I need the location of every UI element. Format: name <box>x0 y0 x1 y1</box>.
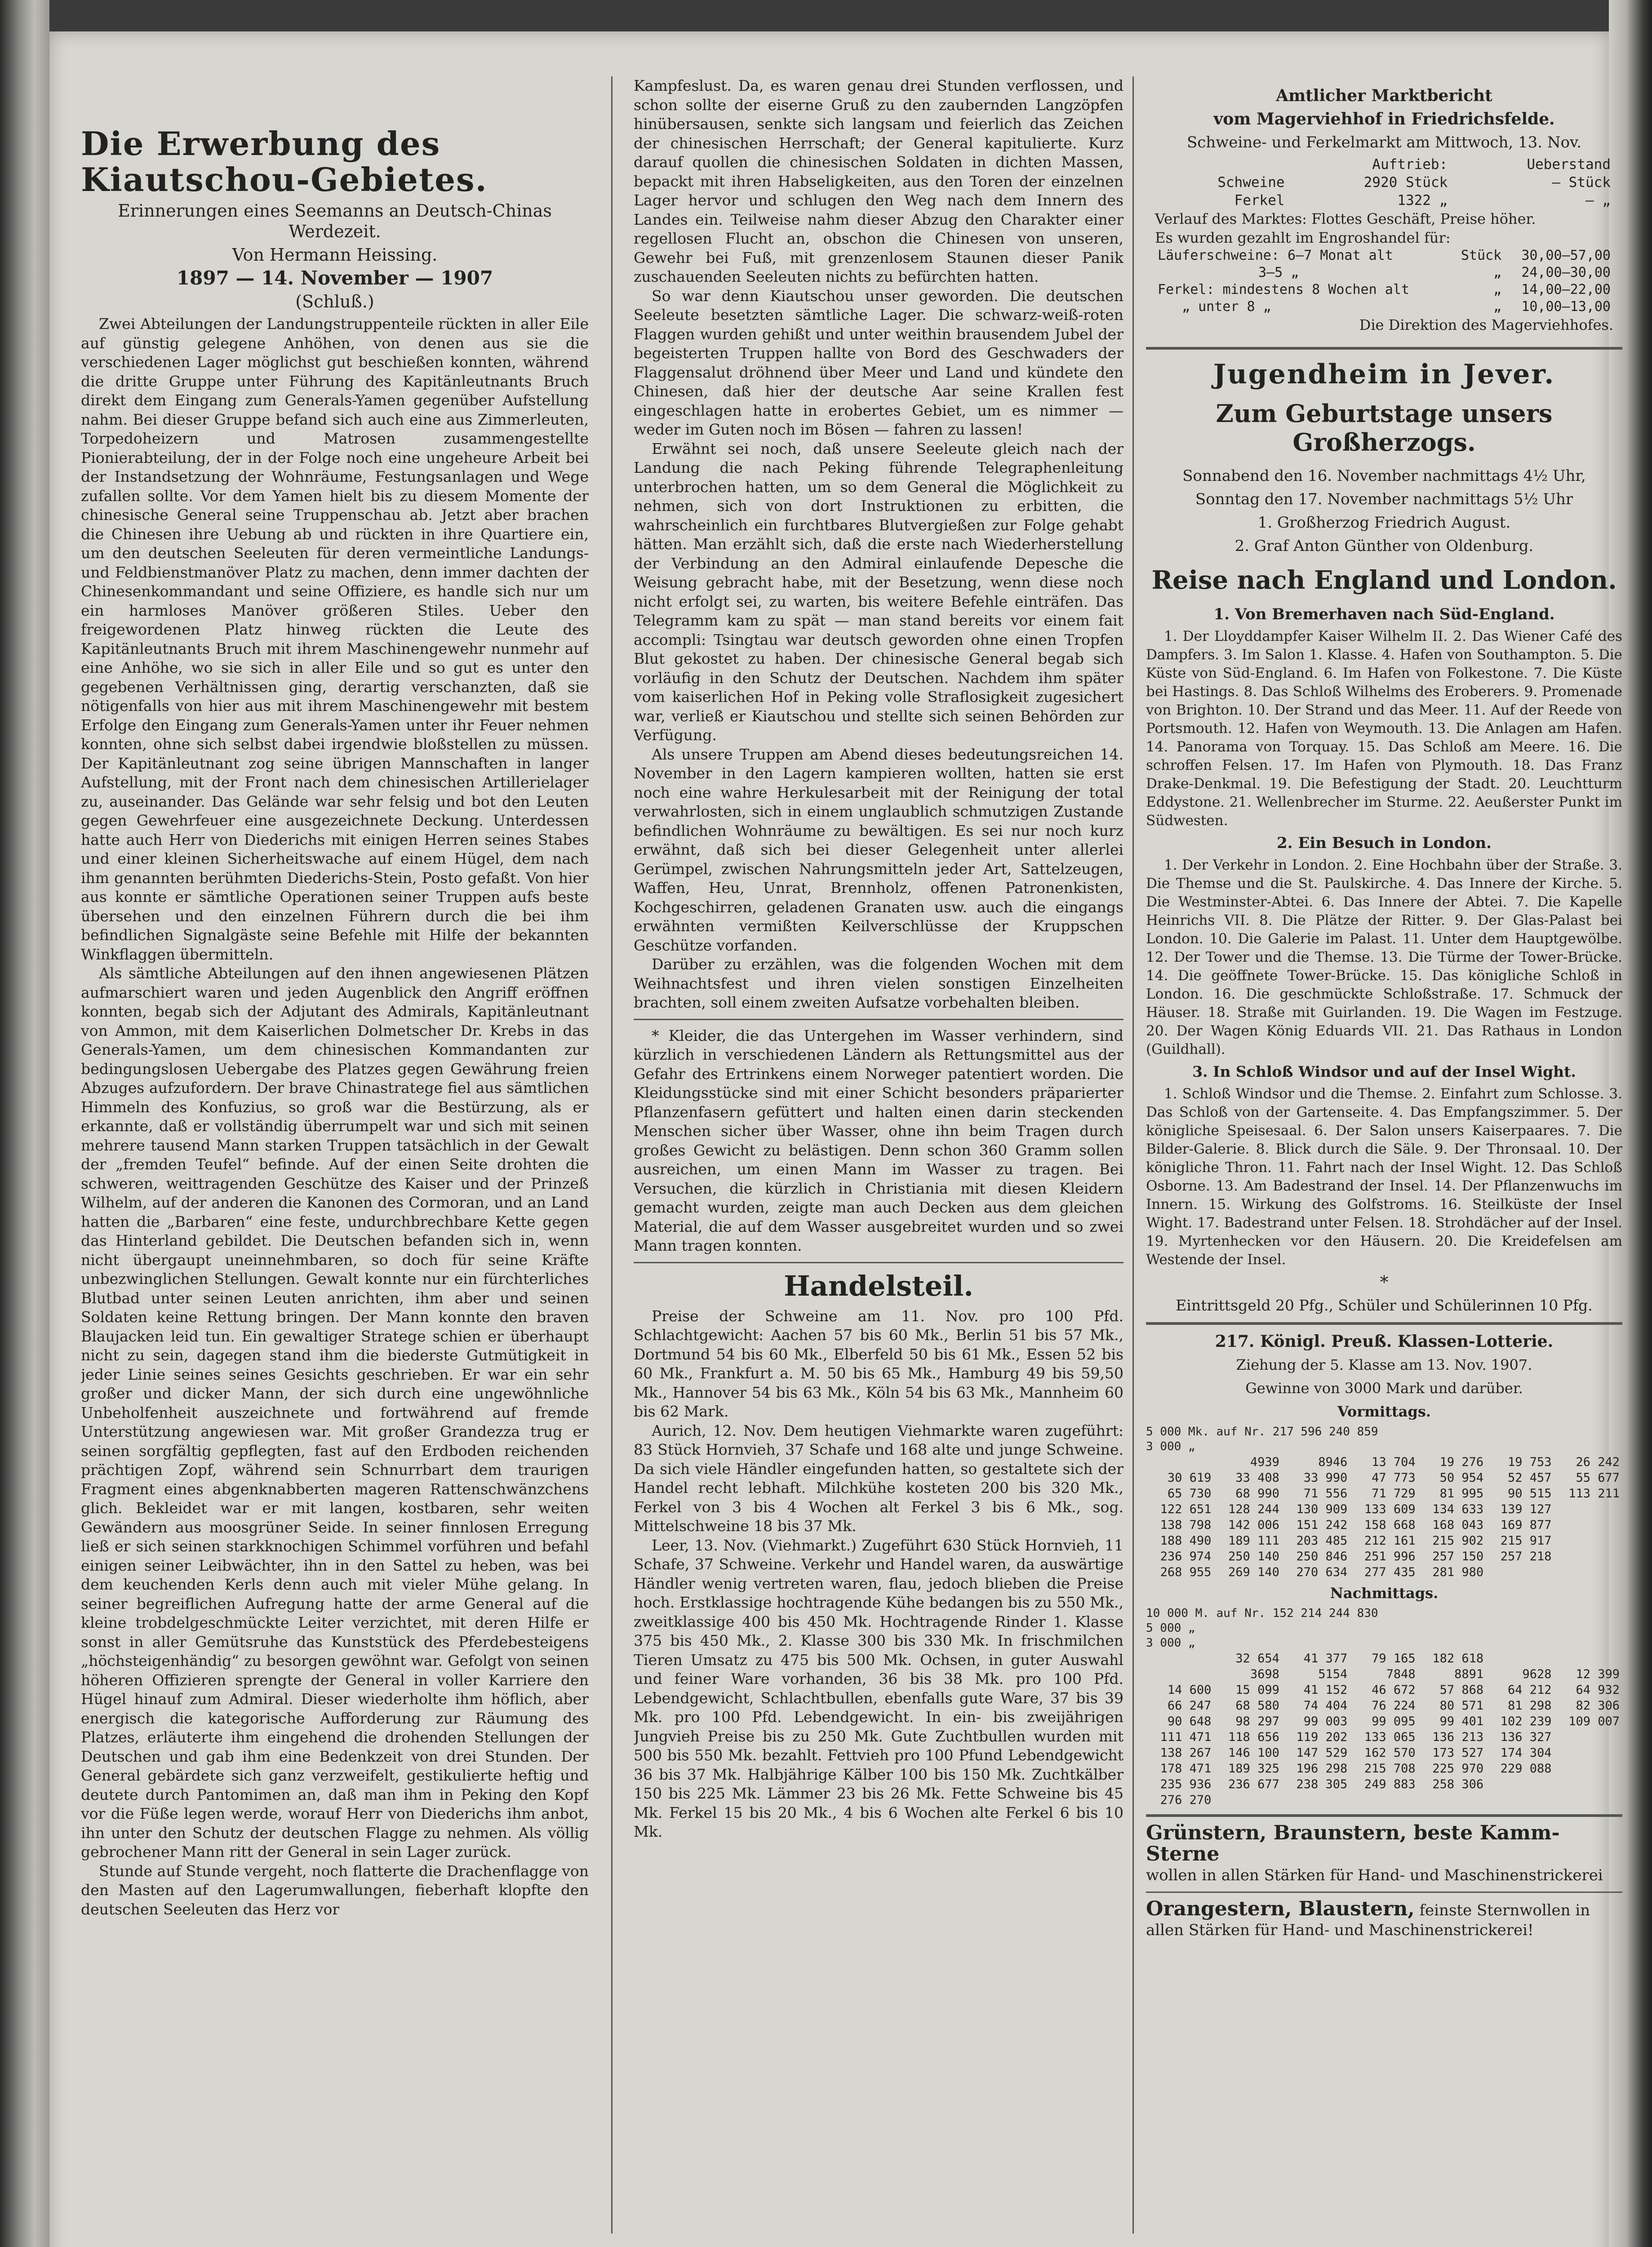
table-cell: Schweine <box>1217 174 1285 191</box>
markt-title-2: vom Magerviehhof in Friedrichsfelde. <box>1213 110 1555 129</box>
paragraph: 1. Schloß Windsor und die Themse. 2. Einfahrt zum Schlosse. 3. Das Schloß von der Gartenseite. 4. Das Empfangszimmer. 5. Der königliche Speisesaal. 6. Der Salon unsers Kaiserpaares. 7. Die Bilder-Galerie. 8. Blick durch die Säle. 9. Der Thronsaal. 10. Der königliche Thron. 11. Fahrt nach der Insel Wight. 12. Das Schloß Osborne. 13. Am Badestrand der Insel. 14. Der Pflanzenwuchs im Innern. 15. Wirkung des Golfstroms. 16. Steilküste der Insel Wight. 17. Badestrand unter Felsen. 18. Strohdächer auf der Insel. 19. Myrtenhecken vor den Häusern. 20. Die Kreidefelsen am Westende der Insel. <box>1146 1086 1622 1268</box>
table-cell <box>1282 1792 1350 1808</box>
table-cell: 71 556 <box>1303 1487 1348 1501</box>
table-cell: 32 654 <box>1235 1652 1279 1665</box>
table-cell: 215 917 <box>1500 1534 1552 1548</box>
paragraph: Erwähnt sei noch, daß unsere Seeleute gleich nach der Landung die nach Peking führende Telegraphenleitung unterbrochen hatten, um so dem General die Möglichkeit zu nehmen, sich von dort Instruktionen zu erbitten, die wahrscheinlich ein furchtbares Blutvergießen zur Folge gehabt hätten. Man erzählt sich, daß die erste nach Wiederherstellung der Verbindung an den Admiral einlaufende Depesche die Weisung gebracht habe, mit der Besetzung, wenn diese noch nicht erfolgt sei, zu warten, bis weitere Befehle einträfen. Das Telegramm kam zu spät — man stand bereits vor einem fait accompli: Tsingtau war deutsch geworden ohne einen Tropfen Blut gekostet zu haben. Der chinesische General begab sich vorläufig in den Schutz der Deutschen. Nachdem ihm später vom kaiserlichen Hof in Peking volle Straflosigkeit zugesichert war, verließ er Kiautschou und stellte sich seinen Behörden zur Verfügung. <box>634 440 1124 744</box>
table-cell: 268 955 <box>1160 1565 1212 1579</box>
column-2 <box>634 76 1124 1842</box>
table-cell: 30 619 <box>1167 1471 1212 1485</box>
table-cell: 257 150 <box>1432 1550 1484 1563</box>
table-cell: 236 974 <box>1160 1550 1212 1563</box>
table-cell: 41 377 <box>1303 1652 1348 1665</box>
table-cell: 158 668 <box>1364 1518 1416 1532</box>
divider <box>1146 1814 1622 1817</box>
markt-title-1: Amtlicher Marktbericht <box>1276 86 1492 105</box>
table-cell: 168 043 <box>1432 1518 1484 1532</box>
table-header: Ueberstand <box>1527 156 1611 173</box>
table-row <box>1146 1761 1622 1776</box>
paragraph: So war denn Kiautschou unser geworden. Die deutschen Seeleute besetzten sämtliche Lager. Die schwarz-weiß-roten Flaggen wurden gehißt und unter weithin brausendem Jubel der begeisterten Truppen hallte von Bord des Geschwaders der Flaggensalut dröhnend über Meer und Land und kündete den Chinesen, daß hier der deutsche Aar seine Krallen fest eingeschlagen hatte in erobertes Gebiet, um es nimmer — weder im Guten noch im Bösen — fahren zu lassen! <box>634 287 1124 438</box>
article-dates: 1897 — 14. November — 1907 <box>176 267 493 289</box>
kleider-notice <box>634 1026 1124 1256</box>
paragraph: Als unsere Truppen am Abend dieses bedeutungsreichen 14. November in den Lagern kampieren wollten, hatten sie erst noch eine wahre Herkulesarbeit mit der Reinigung der total verwahrlosten, sich in einem unglaublich schmutzigen Zustande befindlichen Wohnräume zu bewältigen. Es sei nur noch kurz erwähnt, daß sich bei dieser Gelegenheit unter allerlei Gerümpel, zwischen Nahrungsmitteln jeder Art, Sattelzeugen, Waffen, Heu, Unrat, Brennholz, offenen Patronenkisten, Kochgeschirren, geladenen Granaten usw. auch die eingangs erwähnten vermißten Keilverschlüsse der Kruppschen Geschütze vorfanden. <box>634 745 1124 954</box>
table-cell: 3698 <box>1250 1667 1279 1681</box>
handel-title: Handelsteil. <box>784 1269 973 1302</box>
table-cell: Stück <box>1461 248 1502 263</box>
table-row <box>1155 173 1613 191</box>
table-cell: 33 408 <box>1235 1471 1279 1485</box>
column-1 <box>81 76 589 1919</box>
table-cell: 24,00—30,00 <box>1521 265 1611 280</box>
table-cell: 64 212 <box>1507 1683 1552 1697</box>
paragraph: Darüber zu erzählen, was die folgenden Wochen mit dem Weihnachtsfest und ihren vielen sonstigen Einzelheiten brachten, soll einem zweiten Aufsatze vorbehalten bleiben. <box>634 955 1124 1011</box>
table-cell: 178 471 <box>1160 1762 1212 1776</box>
table-row <box>1146 1776 1622 1792</box>
table-cell: 270 634 <box>1296 1565 1348 1579</box>
column-3 <box>1146 76 1622 1945</box>
reise-title: Reise nach England und London. <box>1151 565 1617 595</box>
section-heading: 3. In Schloß Windsor und auf der Insel Wight. <box>1192 1063 1576 1080</box>
table-cell: 212 161 <box>1364 1534 1416 1548</box>
table-cell: 80 571 <box>1439 1699 1484 1713</box>
list-item: 1. Großherzog Friedrich August. <box>1257 514 1511 532</box>
jugendheim-headline: Zum Geburtstage unsers Großherzogs. <box>1216 399 1553 457</box>
paragraph: Kampfeslust. Da, es waren genau drei Stunden verflossen, und schon sollte der eiserne Gruß zu den zaubernden Langzöpfen hinübersausen, senkte sich langsam und feierlich das Zeichen der chinesischen Herrschaft; der General kapitulierte. Kurz darauf quollen die chinesischen Soldaten in dichten Massen, bepackt mit ihren Habseligkeiten, aus den Toren der einzelnen Lager hervor und schlugen den Weg nach dem Innern des Landes ein. Teilweise nahm dieser Abzug den Charakter einer regellosen Flucht an, obschon die Chinesen von unseren, Gewehr bei Fuß, mit grenzenlosem Staunen dieser Panik zuschauenden Seeleuten nichts zu befürchten hatten. <box>634 77 1124 285</box>
table-cell <box>1486 1564 1554 1580</box>
markt-price-table <box>1155 247 1613 315</box>
lotterie-line: 5 000 „ <box>1146 1621 1195 1635</box>
table-cell: 102 239 <box>1500 1714 1552 1728</box>
table-cell: 30,00—57,00 <box>1521 248 1611 263</box>
table-cell <box>1350 1792 1418 1808</box>
lotterie-nm-table <box>1146 1651 1622 1808</box>
table-cell <box>1146 1651 1214 1666</box>
section-text <box>1146 1085 1622 1269</box>
table-cell: 46 672 <box>1372 1683 1416 1697</box>
table-cell: 119 202 <box>1296 1730 1348 1744</box>
section-heading: 1. Von Bremerhaven nach Süd-England. <box>1213 605 1555 623</box>
table-cell: 12 399 <box>1576 1667 1620 1681</box>
table-cell: 128 244 <box>1228 1502 1279 1516</box>
table-cell: 19 753 <box>1507 1455 1552 1469</box>
lotterie-vormittags: Vormittags. <box>1337 1403 1431 1420</box>
table-row <box>1155 298 1613 315</box>
paragraph: 1. Der Lloyddampfer Kaiser Wilhelm II. 2. Das Wiener Café des Dampfers. 3. Im Salon 1. Klasse. 4. Hafen von Southampton. 5. Die Küste von Süd-England. 6. Im Hafen von Folkestone. 7. Die Küste bei Hastings. 8. Das Schloß Wilhelms des Eroberers. 9. Promenade von Brighton. 10. Der Strand und das Meer. 11. Auf der Reede von Portsmouth. 12. Hafen von Weymouth. 13. Die Anlagen am Hafen. 14. Panorama von Torquay. 15. Das Schloß am Meere. 16. Die schroffen Felsen. 17. Im Hafen von Plymouth. 18. Das Franz Drake-Denkmal. 19. Die Befestigung der Stadt. 20. Leuchtturm Eddystone. 21. Wellenbrecher im Sturme. 22. Aeußerster Punkt im Südwesten. <box>1146 628 1622 829</box>
table-cell: 250 140 <box>1228 1550 1279 1563</box>
table-cell: 79 165 <box>1372 1652 1416 1665</box>
table-cell: „ <box>1493 282 1502 298</box>
table-cell: 215 902 <box>1432 1534 1484 1548</box>
table-row <box>1146 1470 1622 1486</box>
table-cell: 189 111 <box>1228 1534 1279 1548</box>
table-cell: 82 306 <box>1576 1699 1620 1713</box>
article-title: Die Erwerbung des Kiautschou-Gebietes. <box>81 124 488 199</box>
table-cell: 257 218 <box>1500 1550 1552 1563</box>
table-row <box>1146 1745 1622 1761</box>
table-cell: 26 242 <box>1576 1455 1620 1469</box>
table-cell: 90 648 <box>1167 1714 1212 1728</box>
lotterie-vm-table <box>1146 1454 1622 1580</box>
table-cell: 99 003 <box>1303 1714 1348 1728</box>
table-row <box>1155 247 1613 264</box>
markt-table <box>1155 155 1613 209</box>
table-cell: 118 656 <box>1228 1730 1279 1744</box>
table-cell: 14 600 <box>1167 1683 1212 1697</box>
table-row <box>1146 1501 1622 1517</box>
table-cell: 229 088 <box>1500 1762 1552 1776</box>
table-cell: 138 267 <box>1160 1746 1212 1760</box>
table-cell: „ unter 8 „ <box>1182 299 1271 315</box>
table-cell: 277 435 <box>1364 1565 1416 1579</box>
table-cell: Ferkel: mindestens 8 Wochen alt <box>1158 282 1409 298</box>
wool-ad-2 <box>1146 1899 1622 1940</box>
table-cell: 9628 <box>1522 1667 1552 1681</box>
markt-verlauf: Verlauf des Marktes: Flottes Geschäft, Preise höher. <box>1155 210 1536 227</box>
table-cell: 52 457 <box>1507 1471 1552 1485</box>
divider <box>634 1262 1124 1263</box>
table-cell: 182 618 <box>1432 1652 1484 1665</box>
table-cell: 65 730 <box>1167 1487 1212 1501</box>
divider <box>1146 1322 1622 1325</box>
table-row <box>1146 1564 1622 1580</box>
article-body-col1 <box>81 315 589 1919</box>
table-cell: 189 325 <box>1228 1762 1279 1776</box>
table-cell: 258 306 <box>1432 1777 1484 1791</box>
table-cell: 4939 <box>1250 1455 1279 1469</box>
divider <box>1146 1892 1622 1893</box>
table-cell: 281 980 <box>1432 1565 1484 1579</box>
table-cell: 19 276 <box>1439 1455 1484 1469</box>
table-cell: 136 213 <box>1432 1730 1484 1744</box>
table-cell: 250 846 <box>1296 1550 1348 1563</box>
table-header-row <box>1155 155 1613 173</box>
star-separator: * <box>1380 1272 1389 1292</box>
jugendheim-line2: Sonntag den 17. November nachmittags 5½ Uhr <box>1195 490 1573 508</box>
table-cell: 2920 Stück <box>1363 174 1448 191</box>
table-cell: 169 877 <box>1500 1518 1552 1532</box>
table-cell <box>1214 1792 1282 1808</box>
table-row <box>1146 1792 1622 1808</box>
jugendheim-line1: Sonnabend den 16. November nachmittags 4½ Uhr, <box>1182 467 1586 485</box>
table-cell: 74 404 <box>1303 1699 1348 1713</box>
table-row <box>1146 1517 1622 1533</box>
scan-left-edge <box>0 0 49 2247</box>
divider <box>1146 347 1622 350</box>
table-cell: 269 140 <box>1228 1565 1279 1579</box>
table-cell: 90 515 <box>1507 1487 1552 1501</box>
lotterie-title: 217. Königl. Preuß. Klassen-Lotterie. <box>1215 1332 1554 1351</box>
table-cell: 249 883 <box>1364 1777 1416 1791</box>
table-cell: 98 297 <box>1235 1714 1279 1728</box>
table-row <box>1146 1486 1622 1501</box>
lotterie-vm-header <box>1146 1425 1622 1454</box>
table-row <box>1146 1682 1622 1698</box>
table-cell <box>1146 1666 1214 1682</box>
table-cell <box>1418 1792 1486 1808</box>
table-cell: 225 970 <box>1432 1762 1484 1776</box>
table-cell: 1322 „ <box>1397 192 1448 209</box>
table-cell: 173 527 <box>1432 1746 1484 1760</box>
table-cell: Ferkel <box>1234 192 1285 209</box>
table-row <box>1146 1666 1622 1682</box>
table-cell: 81 995 <box>1439 1487 1484 1501</box>
ad-headline: Grünstern, Braunstern, beste Kamm-Sterne <box>1146 1821 1560 1865</box>
table-cell <box>1486 1792 1554 1808</box>
table-cell: 8946 <box>1318 1455 1348 1469</box>
lotterie-gewinne: Gewinne von 3000 Mark und darüber. <box>1245 1380 1523 1397</box>
table-cell: 142 006 <box>1228 1518 1279 1532</box>
marktbericht <box>1146 76 1622 341</box>
table-cell: — Stück <box>1552 174 1611 191</box>
section-heading: 2. Ein Besuch in London. <box>1277 834 1492 852</box>
paragraph: Leer, 13. Nov. (Viehmarkt.) Zugeführt 630 Stück Hornvieh, 11 Schafe, 37 Schweine. Verkehr und Handel waren, da auswärtige Händler wenig vertreten waren, flau, jedoch blieben die Preise hoch. Erstklassige hochtragende Kühe bedangen bis zu 550 Mk., zweitklassige 400 bis 450 Mk. Hochtragende Rinder 1. Klasse 375 bis 450 Mk., 2. Klasse 300 bis 330 Mk. In frischmilchen Tieren Umsatz zu 475 bis 500 Mk. Ochsen, in guter Auswahl und feiner Ware vorhanden, 36 bis 38 Mk. pro 100 Pfd. Lebendgewicht, Schlachtbullen, ebenfalls gute Ware, 37 bis 39 Mk. pro 100 Pfd. Lebendgewicht. In ein- bis zweijährigen Jungvieh Preise bis zu 250 Mk. Gute Zuchtbullen wurden mit 500 bis 550 Mk. bezahlt. Fettvieh pro 100 Pfund Lebendgewicht 36 bis 37 Mk. Halbjährige Kälber 100 bis 150 Mk. Zuchtkälber 150 bis 225 Mk. Lämmer 23 bis 26 Mk. Fette Schweine bis 45 Mk. Ferkel 15 bis 20 Mk., 4 bis 6 Wochen alte Ferkel 6 bis 10 Mk. <box>634 1536 1124 1840</box>
table-cell: 138 798 <box>1160 1518 1212 1532</box>
paragraph: Preise der Schweine am 11. Nov. pro 100 Pfd. Schlachtgewicht: Aachen 57 bis 60 Mk., Berlin 51 bis 57 Mk., Dortmund 54 bis 60 Mk., Elberfeld 50 bis 61 Mk., Essen 52 bis 60 Mk., Frankfurt a. M. 50 bis 65 Mk., Hamburg 49 bis 59,50 Mk., Hannover 54 bis 63 Mk., Köln 54 bis 63 Mk., Mannheim 60 bis 62 Mark. <box>634 1307 1124 1420</box>
list-item: 2. Graf Anton Günther von Oldenburg. <box>1235 537 1534 555</box>
table-cell: 76 224 <box>1372 1699 1416 1713</box>
table-row <box>1155 281 1613 298</box>
table-cell: 134 633 <box>1432 1502 1484 1516</box>
table-cell: 13 704 <box>1372 1455 1416 1469</box>
markt-subtitle: Schweine- und Ferkelmarkt am Mittwoch, 13. Nov. <box>1186 133 1582 151</box>
table-cell: 50 954 <box>1439 1471 1484 1485</box>
table-cell: 55 677 <box>1576 1471 1620 1485</box>
table-cell: 47 773 <box>1372 1471 1416 1485</box>
table-cell: 133 065 <box>1364 1730 1416 1744</box>
table-cell: 99 095 <box>1372 1714 1416 1728</box>
table-cell: 188 490 <box>1160 1534 1212 1548</box>
paragraph: Stunde auf Stunde vergeht, noch flatterte die Drachenflagge von den Masten auf den Lagerumwallungen, fieberhaft klopfte den deutschen Seeleuten das Herz vor <box>81 1862 589 1918</box>
table-cell: 5154 <box>1318 1667 1348 1681</box>
markt-gezahlt: Es wurden gezahlt im Engroshandel für: <box>1155 229 1451 246</box>
table-cell: 151 242 <box>1296 1518 1348 1532</box>
table-cell: 133 609 <box>1364 1502 1416 1516</box>
lotterie-line: 5 000 Mk. auf Nr. 217 596 240 859 <box>1146 1425 1378 1439</box>
wool-ad-1 <box>1146 1823 1622 1885</box>
eintritt-text: Eintrittsgeld 20 Pfg., Schüler und Schülerinnen 10 Pfg. <box>1176 1297 1593 1314</box>
table-cell: 3—5 „ <box>1258 265 1299 280</box>
table-cell: 81 298 <box>1507 1699 1552 1713</box>
table-cell: 71 729 <box>1372 1487 1416 1501</box>
table-cell: 41 152 <box>1303 1683 1348 1697</box>
table-cell: 15 099 <box>1235 1683 1279 1697</box>
table-cell: 235 936 <box>1160 1777 1212 1791</box>
table-header: Auftrieb: <box>1372 156 1448 173</box>
lotterie-nm-header <box>1146 1606 1622 1651</box>
table-cell: 64 932 <box>1576 1683 1620 1697</box>
table-cell: 215 708 <box>1364 1762 1416 1776</box>
paragraph: Als sämtliche Abteilungen auf den ihnen angewiesenen Plätzen aufmarschiert waren und jeden Augenblick den Angriff eröffnen konnten, begab sich der Adjutant des Admirals, Kapitänleutnant von Ammon, mit dem Kaiserlichen Dolmetscher Dr. Krebs in das Generals-Yamen, um dem chinesischen Kommandanten zur bedingungslosen Uebergabe des Platzes gegen Gewährung freien Abzuges aufzufordern. Der brave Chinastratege fiel aus sämtlichen Himmeln des Konfuzius, so groß war die Bestürzung, als er erkannte, daß er vollständig überrumpelt war und sich mit seinen mehrere tausend Mann starken Truppen tatsächlich in der Gewalt der „fremden Teufel“ befinde. Auf der einen Seite drohten die schweren, weittragenden Geschütze des Kaiser und der Prinzeß Wilhelm, auf der anderen die Kanonen des Cormoran, und an Land hatten die „Barbaren“ eine feste, undurchbrechbare Kette gegen das Hinterland gebildet. Die Deutschen befanden sich in, wenn nicht übergaupt uneinnehmbaren, so doch für seine Kräfte unbezwinglichen Stellungen. Gewalt konnte nur ein fürchterliches Blutbad unter seinen Leuten anrichten, ihm aber und seinen Soldaten keine Rettung bringen. Der Mann konnte den braven Blaujacken leid tun. Ein gewaltiger Stratege schien er überhaupt nicht zu sein, dagegen stand ihm die biederste Gutmütigkeit in jeder Linie seines seines Gesichts geschrieben. Er war ein sehr großer und dicker Mann, der sich durch eine ungewöhnliche Unbeholfenheit auszeichnete und fortwährend auf fremde Unterstützung angewiesen war. Mit großer Grandezza trug er seinen sorgfältig gepflegten, fast auf den Erdboden reichenden prächtigen Zopf, während sein Schnurrbart dem traurigen Fragment eines abgenknabberten mageren Rattenschwänzchens glich. Bekleidet war er mit langen, kostbaren, sehr weiten Gewändern aus moosgrüner Seide. In seiner finnlosen Erregung ließ er sich seinen starkknochigen Schimmel vorführen und befahl einigen seiner Leibwächter, ihn in den Sattel zu heben, was bei dem keuchenden Kerls denn auch mit vieler Mühe gelang. In seiner begreiflichen Aufregung hatte der arme General auf die kleine trobdelgeschmückte Leiter verzichtet, mit deren Hilfe er sonst in aller Gemütsruhe das Kunststück des Pferdebesteigens „höchsteigenhändig“ zu besorgen gewöhnt war. Gefolgt von seinen höheren Offizieren sprengte der General in voller Karriere den Hügel hinauf zum Admiral. Dieser wiederholte ihm höflich, aber energisch die kategorische Aufforderung zur Räumung des Platzes, erläuterte ihm eingehend die drohenden Stellungen der Deutschen und gab ihm eine Bedenkzeit von drei Stunden. Der General gebärdete sich ganz verzweifelt, gestikulierte heftig und deutete durch Pantomimen an, daß man ihm in Peking den Kopf vor die Füße legen werde, worauf Herr von Diederichs ihm anbot, ihn unter den Schutz der deutschen Flagge zu nehmen. Als völlig gebrochener Mann ritt der General in sein Lager zurück. <box>81 964 589 1861</box>
table-cell: 8891 <box>1454 1667 1484 1681</box>
table-row <box>1146 1533 1622 1549</box>
lotterie-ziehung: Ziehung der 5. Klasse am 13. Nov. 1907. <box>1236 1356 1532 1373</box>
article-body-col2 <box>634 76 1124 1012</box>
table-row <box>1155 264 1613 281</box>
table-cell <box>1486 1651 1554 1666</box>
paragraph: Zwei Abteilungen der Landungstruppenteile rückten in aller Eile auf günstig gelegene Anhöhen, von denen aus sie die verschiedenen Lager möglichst gut beschießen konnten, während die dritte Gruppe unter Führung des Kapitänleutnants Bruch direkt dem Eingang zum Generals-Yamen gegenüber Aufstellung nahm. Bei dieser Gruppe befand sich auch eine aus Zimmerleuten, Torpedoheizern und Matrosen zusammengestellte Pionierabteilung, der in der Folge noch eine ungeheure Arbeit bei der Instandsetzung der Wohnräume, Festungsanlagen und Wege zufallen sollte. Vor dem Yamen hielt bis zu diesem Momente der chinesische General seine Truppenschau ab. Jetzt aber brachen die Chinesen ihre Uebung ab und rückten in ihre Quartiere ein, um den deutschen Seeleuten für deren vermeintliche Landungs- und Feldbienstmanöver Platz zu machen, denn immer dachten der Chinesenkommandant und seine Offiziere, es handle sich nur um ein harmloses Manöver größeren Stiles. Ueber den freigewordenen Platz hinweg rückten die Leute des Kapitänleutnants Bruch mit ihrem Maschinengewehr nunmehr auf eine Anhöhe, wo sie sich in aller Eile und so gut es unter den gegebenen Verhältnissen ging, derartig verschanzten, daß sie nötigenfalls von hier aus mit ihrem Maschinengewehr mit bestem Erfolge den Eingang zum Generals-Yamen unter ihr Feuer nehmen konnten, ohne sich selbst dabei irgendwie bloßstellen zu müssen. Der Kapitänleutnant zog seine übrigen Mannschaften in langer Aufstellung, mit der Front nach dem chinesischen Artillerielager zu, auseinander. Das Gelände war sehr felsig und bot den Leuten gegen Gewehrfeuer eine ausgezeichnete Deckung. Unterdessen hatte auch Herr von Diederichs mit einigen Herren seines Stabes und einer kleinen Sicherheitswache auf einem Hügel, dem nach ihm genannten berühmten Diederichs-Stein, Posto gefaßt. Von hier aus konnte er sämtliche Operationen seiner Truppen aufs beste übersehen und den einzelnen Führern durch die bei ihm befindlichen Signalgäste seine Befehle mit Hilfe der bekannten Winkflaggen übermitteln. <box>81 315 589 963</box>
jugendheim-title: Jugendheim in Jever. <box>1213 359 1555 390</box>
table-cell <box>1554 1651 1622 1666</box>
table-cell: 162 570 <box>1364 1746 1416 1760</box>
paragraph: 1. Der Verkehr in London. 2. Eine Hochbahn über der Straße. 3. Die Themse und die St. Paulskirche. 4. Das Innere der Kirche. 5. Die Westminster-Abtei. 6. Das Innere der Abtei. 7. Die Kapelle Heinrichs VII. 8. Die Plätze der Ritter. 9. Der Glas-Palast bei London. 10. Die Galerie im Palast. 11. Unter dem Hauptgewölbe. 12. Der Tower und die Themse. 13. Die Türme der Tower-Brücke. 14. Die geöffnete Tower-Brücke. 15. Das königliche Schloß in London. 16. Die geschmückte Schloßstraße. 17. Schmuck der Häuser. 18. Straße mit Guirlanden. 19. Die Wagen im Festzuge. 20. Der Wagen König Eduards VII. 21. Das Rathaus in London (Guildhall). <box>1146 857 1622 1057</box>
table-cell: 7848 <box>1386 1667 1416 1681</box>
table-cell: Läuferschweine: 6—7 Monat alt <box>1158 248 1393 263</box>
table-cell <box>1486 1776 1554 1792</box>
table-cell: 196 298 <box>1296 1762 1348 1776</box>
table-row <box>1146 1651 1622 1666</box>
table-cell: 33 990 <box>1303 1471 1348 1485</box>
table-cell: 57 868 <box>1439 1683 1484 1697</box>
lotterie-line: 3 000 „ <box>1146 1440 1195 1453</box>
table-cell: 174 304 <box>1500 1746 1552 1760</box>
table-cell: 122 651 <box>1160 1502 1212 1516</box>
article-subtitle: Erinnerungen eines Seemanns an Deutsch-Chinas Werdezeit. <box>118 201 552 241</box>
table-cell: 236 677 <box>1228 1777 1279 1791</box>
article-author: Von Hermann Heissing. <box>232 245 438 265</box>
table-cell: 99 401 <box>1439 1714 1484 1728</box>
table-cell: 136 327 <box>1500 1730 1552 1744</box>
ad-text: wollen in allen Stärken für Hand- und Maschinenstrickerei <box>1146 1866 1603 1884</box>
table-cell: 68 990 <box>1235 1487 1279 1501</box>
table-cell: 139 127 <box>1500 1502 1552 1516</box>
table-cell: 66 247 <box>1167 1699 1212 1713</box>
table-row <box>1146 1549 1622 1564</box>
table-cell: 147 529 <box>1296 1746 1348 1760</box>
table-cell: 10,00—13,00 <box>1521 299 1611 315</box>
lotterie-nachmittags: Nachmittags. <box>1330 1585 1439 1602</box>
table-cell: „ <box>1493 299 1502 315</box>
table-cell: 111 471 <box>1160 1730 1212 1744</box>
lotterie-line: 3 000 „ <box>1146 1636 1195 1650</box>
table-cell: 251 996 <box>1364 1550 1416 1563</box>
table-row <box>1146 1729 1622 1745</box>
ad-headline: Orangestern, Blaustern, <box>1146 1897 1415 1920</box>
divider <box>634 1019 1124 1020</box>
paragraph: Aurich, 12. Nov. Dem heutigen Viehmarkte waren zugeführt: 83 Stück Hornvieh, 37 Schafe und 168 alte und junge Schweine. Da sich viele Händler eingefunden hatten, so gestaltete sich der Handel recht lebhaft. Milchkühe kosteten 200 bis 320 Mk., Ferkel von 3 bis 4 Wochen alt Ferkel 3 bis 6 Mk., sog. Mittelschweine 18 bis 37 Mk. <box>634 1421 1124 1535</box>
markt-signature: Die Direktion des Magerviehhofes. <box>1359 316 1613 333</box>
table-cell: — „ <box>1585 192 1611 209</box>
lotterie-line: 10 000 M. auf Nr. 152 214 244 830 <box>1146 1607 1378 1620</box>
section-text <box>1146 856 1622 1059</box>
table-cell: 146 100 <box>1228 1746 1279 1760</box>
article-schluss: (Schluß.) <box>295 292 374 311</box>
handel-body <box>634 1307 1124 1842</box>
table-row <box>1155 191 1613 209</box>
table-cell: „ <box>1493 265 1502 280</box>
column-rule-2 <box>1132 76 1134 2234</box>
table-row <box>1146 1698 1622 1714</box>
section-text <box>1146 627 1622 830</box>
table-cell: 238 305 <box>1296 1777 1348 1791</box>
table-cell: 130 909 <box>1296 1502 1348 1516</box>
table-cell: 113 211 <box>1568 1487 1620 1501</box>
table-cell: 276 270 <box>1160 1793 1212 1807</box>
table-row <box>1146 1714 1622 1729</box>
table-cell: 109 007 <box>1568 1714 1620 1728</box>
table-cell: 14,00—22,00 <box>1521 282 1611 298</box>
column-rule-1 <box>611 76 613 2234</box>
table-cell: 68 580 <box>1235 1699 1279 1713</box>
paragraph: * Kleider, die das Untergehen im Wasser verhindern, sind kürzlich in verschiedenen Ländern als Rettungsmittel aus der Gefahr des Ertrinkens einem Norweger patentiert worden. Die Kleidungsstücke sind mit einer Schicht besonders präparierter Pflanzenfasern gefüttert und halten einen darin steckenden Menschen sicher über Wasser, ohne ihn beim Tragen durch großes Gewicht zu belästigen. Denn schon 360 Gramm sollen ausreichen, um einen Mann im Wasser zu tragen. Bei Versuchen, die kürzlich in Christiania mit diesen Kleidern gemacht wurden, zeigte man auch Decken aus dem gleichen Material, die auf dem Wasser ausgebreitet wurden und so zwei Mann tragen konnten. <box>634 1026 1124 1254</box>
table-row <box>1146 1454 1622 1470</box>
table-cell <box>1146 1454 1214 1470</box>
ad-text: feinste Sternwollen in allen Stärken für Hand- und Maschinenstrickerei! <box>1146 1901 1590 1939</box>
table-cell: 203 485 <box>1296 1534 1348 1548</box>
